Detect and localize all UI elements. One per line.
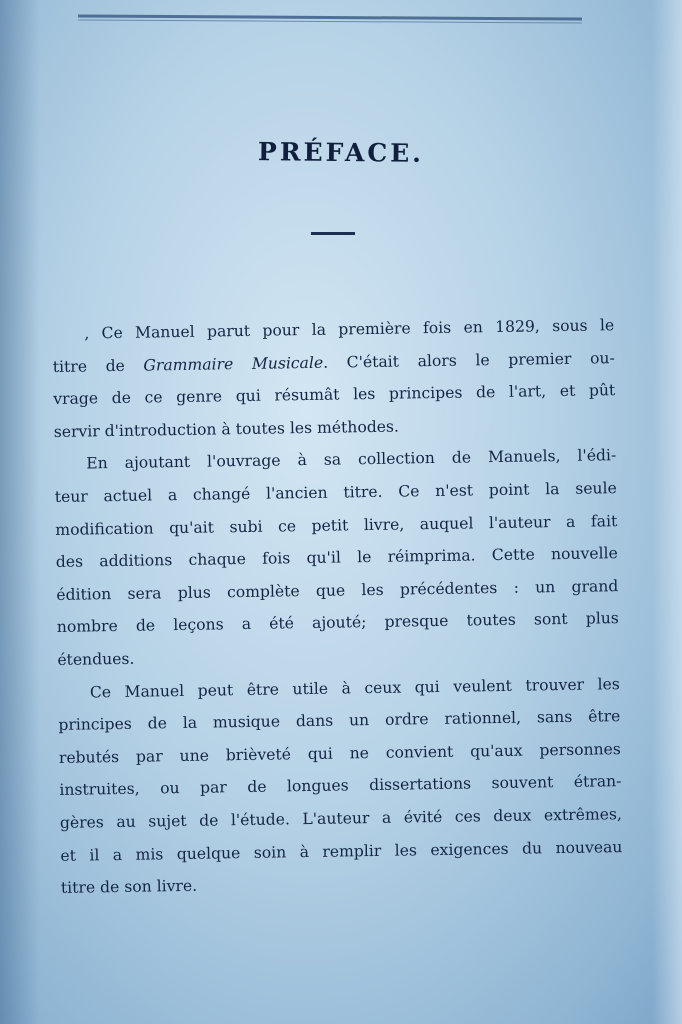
text-line: titre de son livre. bbox=[60, 876, 198, 898]
paragraph-3 bbox=[58, 668, 624, 905]
text-line: teur actuel a changé l'ancien titre. Ce n'est point la seule bbox=[54, 479, 617, 506]
text-line: En ajoutant l'ouvrage à sa collection de Manuels, l'édi- bbox=[86, 446, 617, 473]
header-rule bbox=[78, 14, 582, 23]
text-line: gères au sujet de l'étude. L'auteur a évité ces deux extrêmes, bbox=[59, 805, 623, 832]
paragraph-1 bbox=[52, 309, 616, 448]
text-line: étendues. bbox=[57, 649, 135, 669]
text-line: , Ce Manuel parut pour la première fois en 1829, sous le bbox=[84, 316, 615, 343]
text-line: édition sera plus complète que les précédentes : un grand bbox=[56, 576, 619, 604]
text-line: modification qu'ait subi ce petit livre, auquel l'auteur a fait bbox=[55, 511, 618, 539]
text-line: servir d'introduction à toutes les méthodes. bbox=[53, 417, 400, 441]
text-line: titre de Grammaire Musicale. C'était alors le premier ou- bbox=[52, 348, 615, 376]
text-line: vrage de ce genre qui résumât les principes de l'art, et pût bbox=[53, 381, 616, 409]
page-title: PRÉFACE. bbox=[257, 137, 425, 168]
text-line: Ce Manuel peut être utile à ceux qui veulent trouver les bbox=[89, 674, 620, 701]
text-line: principes de la musique dans un ordre rationnel, sans être bbox=[58, 707, 621, 735]
preface-body bbox=[52, 309, 623, 904]
title-rule bbox=[311, 232, 355, 235]
paragraph-2 bbox=[54, 440, 620, 677]
text-line: rebutés par une brièveté qui ne convient qu'aux personnes bbox=[58, 739, 621, 767]
text-line: des additions chaque fois qu'il le réimprima. Cette nouvelle bbox=[55, 544, 618, 572]
text-line: et il a mis quelque soin à remplir les exigences du nouveau bbox=[60, 837, 623, 865]
text-line: instruites, ou par de longues dissertations souvent étran- bbox=[59, 772, 622, 800]
text-line: nombre de leçons a été ajouté; presque toutes sont plus bbox=[56, 609, 619, 637]
